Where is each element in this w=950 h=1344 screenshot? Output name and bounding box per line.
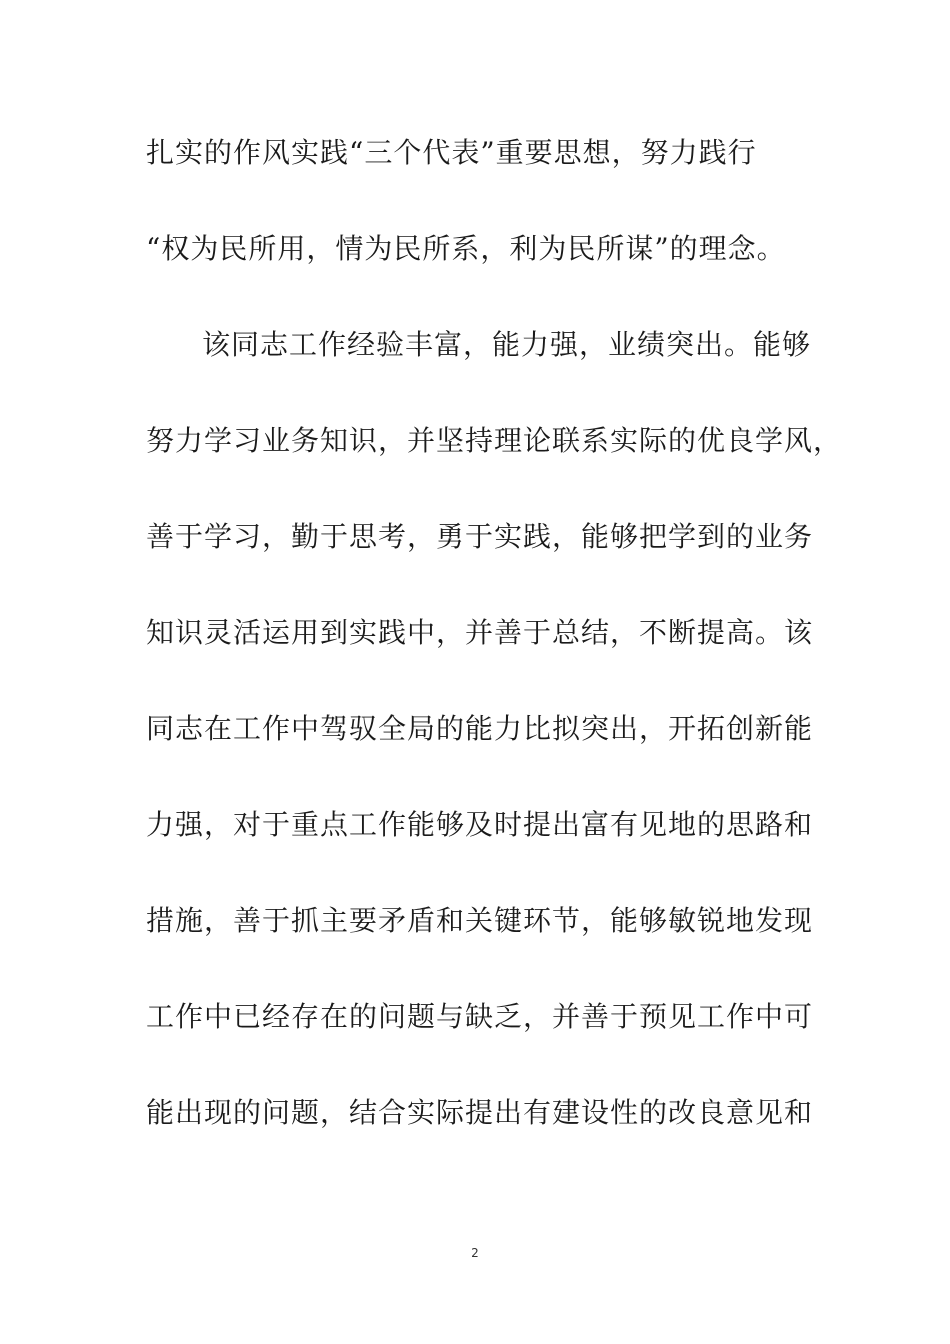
page-number: 2	[471, 1246, 479, 1260]
body-text-line-9: 措施，善于抓主要矛盾和关键环节，能够敏锐地发现	[146, 904, 814, 937]
body-text-line-11: 能出现的问题，结合实际提出有建设性的改良意见和	[146, 1096, 814, 1129]
body-text-line-7: 同志在工作中驾驭全局的能力比拟突出，开拓创新能	[146, 712, 814, 745]
body-text-line-6: 知识灵活运用到实践中，并善于总结，不断提高。该	[146, 616, 814, 649]
body-text-line-2: “权为民所用，情为民所系，利为民所谋”的理念。	[146, 232, 786, 265]
body-text-line-1: 扎实的作风实践“三个代表”重要思想，努力践行	[146, 136, 757, 169]
body-text-line-8: 力强，对于重点工作能够及时提出富有见地的思路和	[146, 808, 814, 841]
body-text-line-5: 善于学习，勤于思考，勇于实践，能够把学到的业务	[146, 520, 814, 553]
body-text-line-10: 工作中已经存在的问题与缺乏，并善于预见工作中可	[146, 1000, 814, 1033]
paragraph-start-line: 该同志工作经验丰富，能力强，业绩突出。能够	[202, 328, 812, 361]
body-text-line-4: 努力学习业务知识，并坚持理论联系实际的优良学风，	[146, 424, 843, 457]
